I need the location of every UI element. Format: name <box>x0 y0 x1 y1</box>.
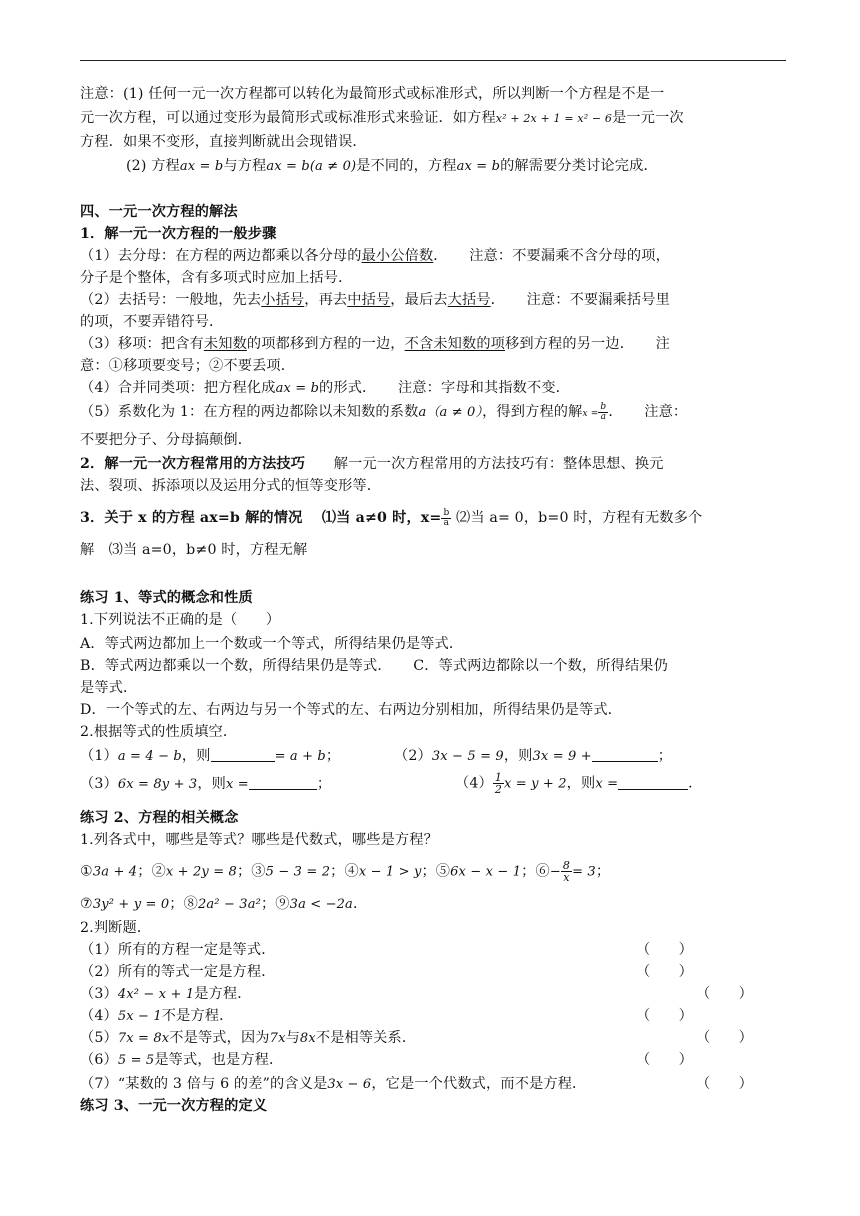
answer-paren[interactable]: （ ） <box>696 1076 753 1092</box>
fill-2: （2）3x − 5 = 9，则3x = 9 + ； <box>394 748 673 764</box>
subheading-3: 3．关于 x 的方程 ax=b 解的情况 ⑴当 a≠0 时，x= $\frac{b}{a}$ ⑵当 a= 0，b=0 时，方程有无数多个 <box>80 507 703 528</box>
answer-blank[interactable] <box>249 775 317 790</box>
judge-3: （3）4x² − x + 1是方程． <box>80 986 252 1002</box>
answer-blank[interactable] <box>211 747 275 762</box>
answer-paren[interactable]: （ ） <box>696 986 753 1002</box>
exercise-2-heading: 练习 2、方程的相关概念 <box>80 810 239 826</box>
judge-1: （1）所有的方程一定是等式． <box>80 942 276 958</box>
step-1-cont: 分子是个整体，含有多项式时应加上括号． <box>80 270 353 286</box>
answer-paren[interactable]: （ ） <box>636 1008 693 1024</box>
exercise-3-heading: 练习 3、一元一次方程的定义 <box>80 1098 268 1114</box>
judge-2: （2）所有的等式一定是方程． <box>80 964 276 980</box>
note-line-3: 方程．如果不变形，直接判断就出会现错误． <box>80 134 367 150</box>
step-2-cont: 的项，不要弄错符号． <box>80 314 224 330</box>
note-line-2: 元一次方程，可以通过变形为最简形式或标准形式来验证．如方程x² + 2x + 1 = x² − 6是一元一次 <box>80 110 684 126</box>
step-3: （3）移项：把含有未知数的项都移到方程的一边，不含未知数的项移到方程的另一边． 注 <box>80 336 670 352</box>
subheading-3-cont: 解 ⑶当 a=0，b≠0 时，方程无解 <box>80 542 308 558</box>
ex2-question-2: 2.判断题． <box>80 920 152 936</box>
answer-paren[interactable]: （ ） <box>636 964 693 980</box>
step-5-cont: 不要把分子、分母搞颠倒． <box>80 432 253 448</box>
option-c-cont: 是等式． <box>80 680 138 696</box>
subheading-2-cont: 法、裂项、拆添项以及运用分式的恒等变形等． <box>80 478 382 494</box>
step-2: （2）去括号：一般地，先去小括号，再去中括号，最后去大括号． 注意：不要漏乘括号里 <box>80 292 670 308</box>
fill-1: （1）a = 4 − b，则 = a + b； <box>80 748 341 764</box>
step-4: （4）合并同类项：把方程化成ax = b的形式． 注意：字母和其指数不变． <box>80 380 571 396</box>
ex2-question-1: 1.列各式中，哪些是等式？哪些是代数式，哪些是方程？ <box>80 832 438 848</box>
fill-4: （4） $\frac{1}{2}$ x = y + 2，则x = ． <box>455 771 703 796</box>
step-5: （5）系数化为 1：在方程的两边都除以未知数的系数a（a ≠ 0），得到方程的解x = $\frac{b}{a}$ ． 注意： <box>80 401 688 422</box>
fill-3: （3）6x = 8y + 3，则x = ； <box>80 776 332 792</box>
note-line-4: (2) 方程ax = b与方程ax = b(a ≠ 0)是不同的，方程ax = b的解需要分类讨论完成． <box>126 158 658 174</box>
judge-4: （4）5x − 1不是方程． <box>80 1008 234 1024</box>
ex1-question-2: 2.根据等式的性质填空． <box>80 724 238 740</box>
answer-paren[interactable]: （ ） <box>636 942 693 958</box>
expression-list-1: ①3a + 4；②x + 2y = 8；③5 − 3 = 2；④x − 1 > y；⑤6x − x − 1；⑥− $\frac{8}{x}$ = 3； <box>80 859 611 884</box>
judge-6: （6）5 = 5是等式，也是方程． <box>80 1052 284 1068</box>
answer-paren[interactable]: （ ） <box>636 1052 693 1068</box>
subheading-2: 2．解一元一次方程常用的方法技巧 解一元一次方程常用的方法技巧有：整体思想、换元 <box>80 456 664 472</box>
ex1-question-1: 1.下列说法不正确的是（ ） <box>80 612 281 628</box>
option-d: D．一个等式的左、右两边与另一个等式的左、右两边分别相加，所得结果仍是等式． <box>80 702 623 718</box>
header-rule <box>80 60 786 61</box>
answer-blank[interactable] <box>592 747 658 762</box>
section-heading: 四、一元一次方程的解法 <box>80 204 238 220</box>
step-3-cont: 意：①移项要变号；②不要丢项． <box>80 358 296 374</box>
option-b-c: B．等式两边都乘以一个数，所得结果仍是等式． C．等式两边都除以一个数，所得结果仍 <box>80 658 668 674</box>
subheading-1: 1．解一元一次方程的一般步骤 <box>80 226 277 242</box>
answer-blank[interactable] <box>618 775 688 790</box>
judge-7: （7）“某数的 3 倍与 6 的差”的含义是3x − 6，它是一个代数式，而不是方程． <box>80 1076 587 1092</box>
judge-5: （5）7x = 8x不是等式，因为7x与8x不是相等关系． <box>80 1030 417 1046</box>
option-a: A．等式两边都加上一个数或一个等式，所得结果仍是等式． <box>80 636 464 652</box>
expression-list-2: ⑦3y² + y = 0；⑧2a² − 3a²；⑨3a < −2a． <box>80 896 368 912</box>
exercise-1-heading: 练习 1、等式的概念和性质 <box>80 590 253 606</box>
step-1: （1）去分母：在方程的两边都乘以各分母的最小公倍数． 注意：不要漏乘不含分母的项， <box>80 248 670 264</box>
note-line-1: 注意：(1) 任何一元一次方程都可以转化为最简形式或标准形式，所以判断一个方程是不是一 <box>80 86 665 102</box>
answer-paren[interactable]: （ ） <box>696 1030 753 1046</box>
